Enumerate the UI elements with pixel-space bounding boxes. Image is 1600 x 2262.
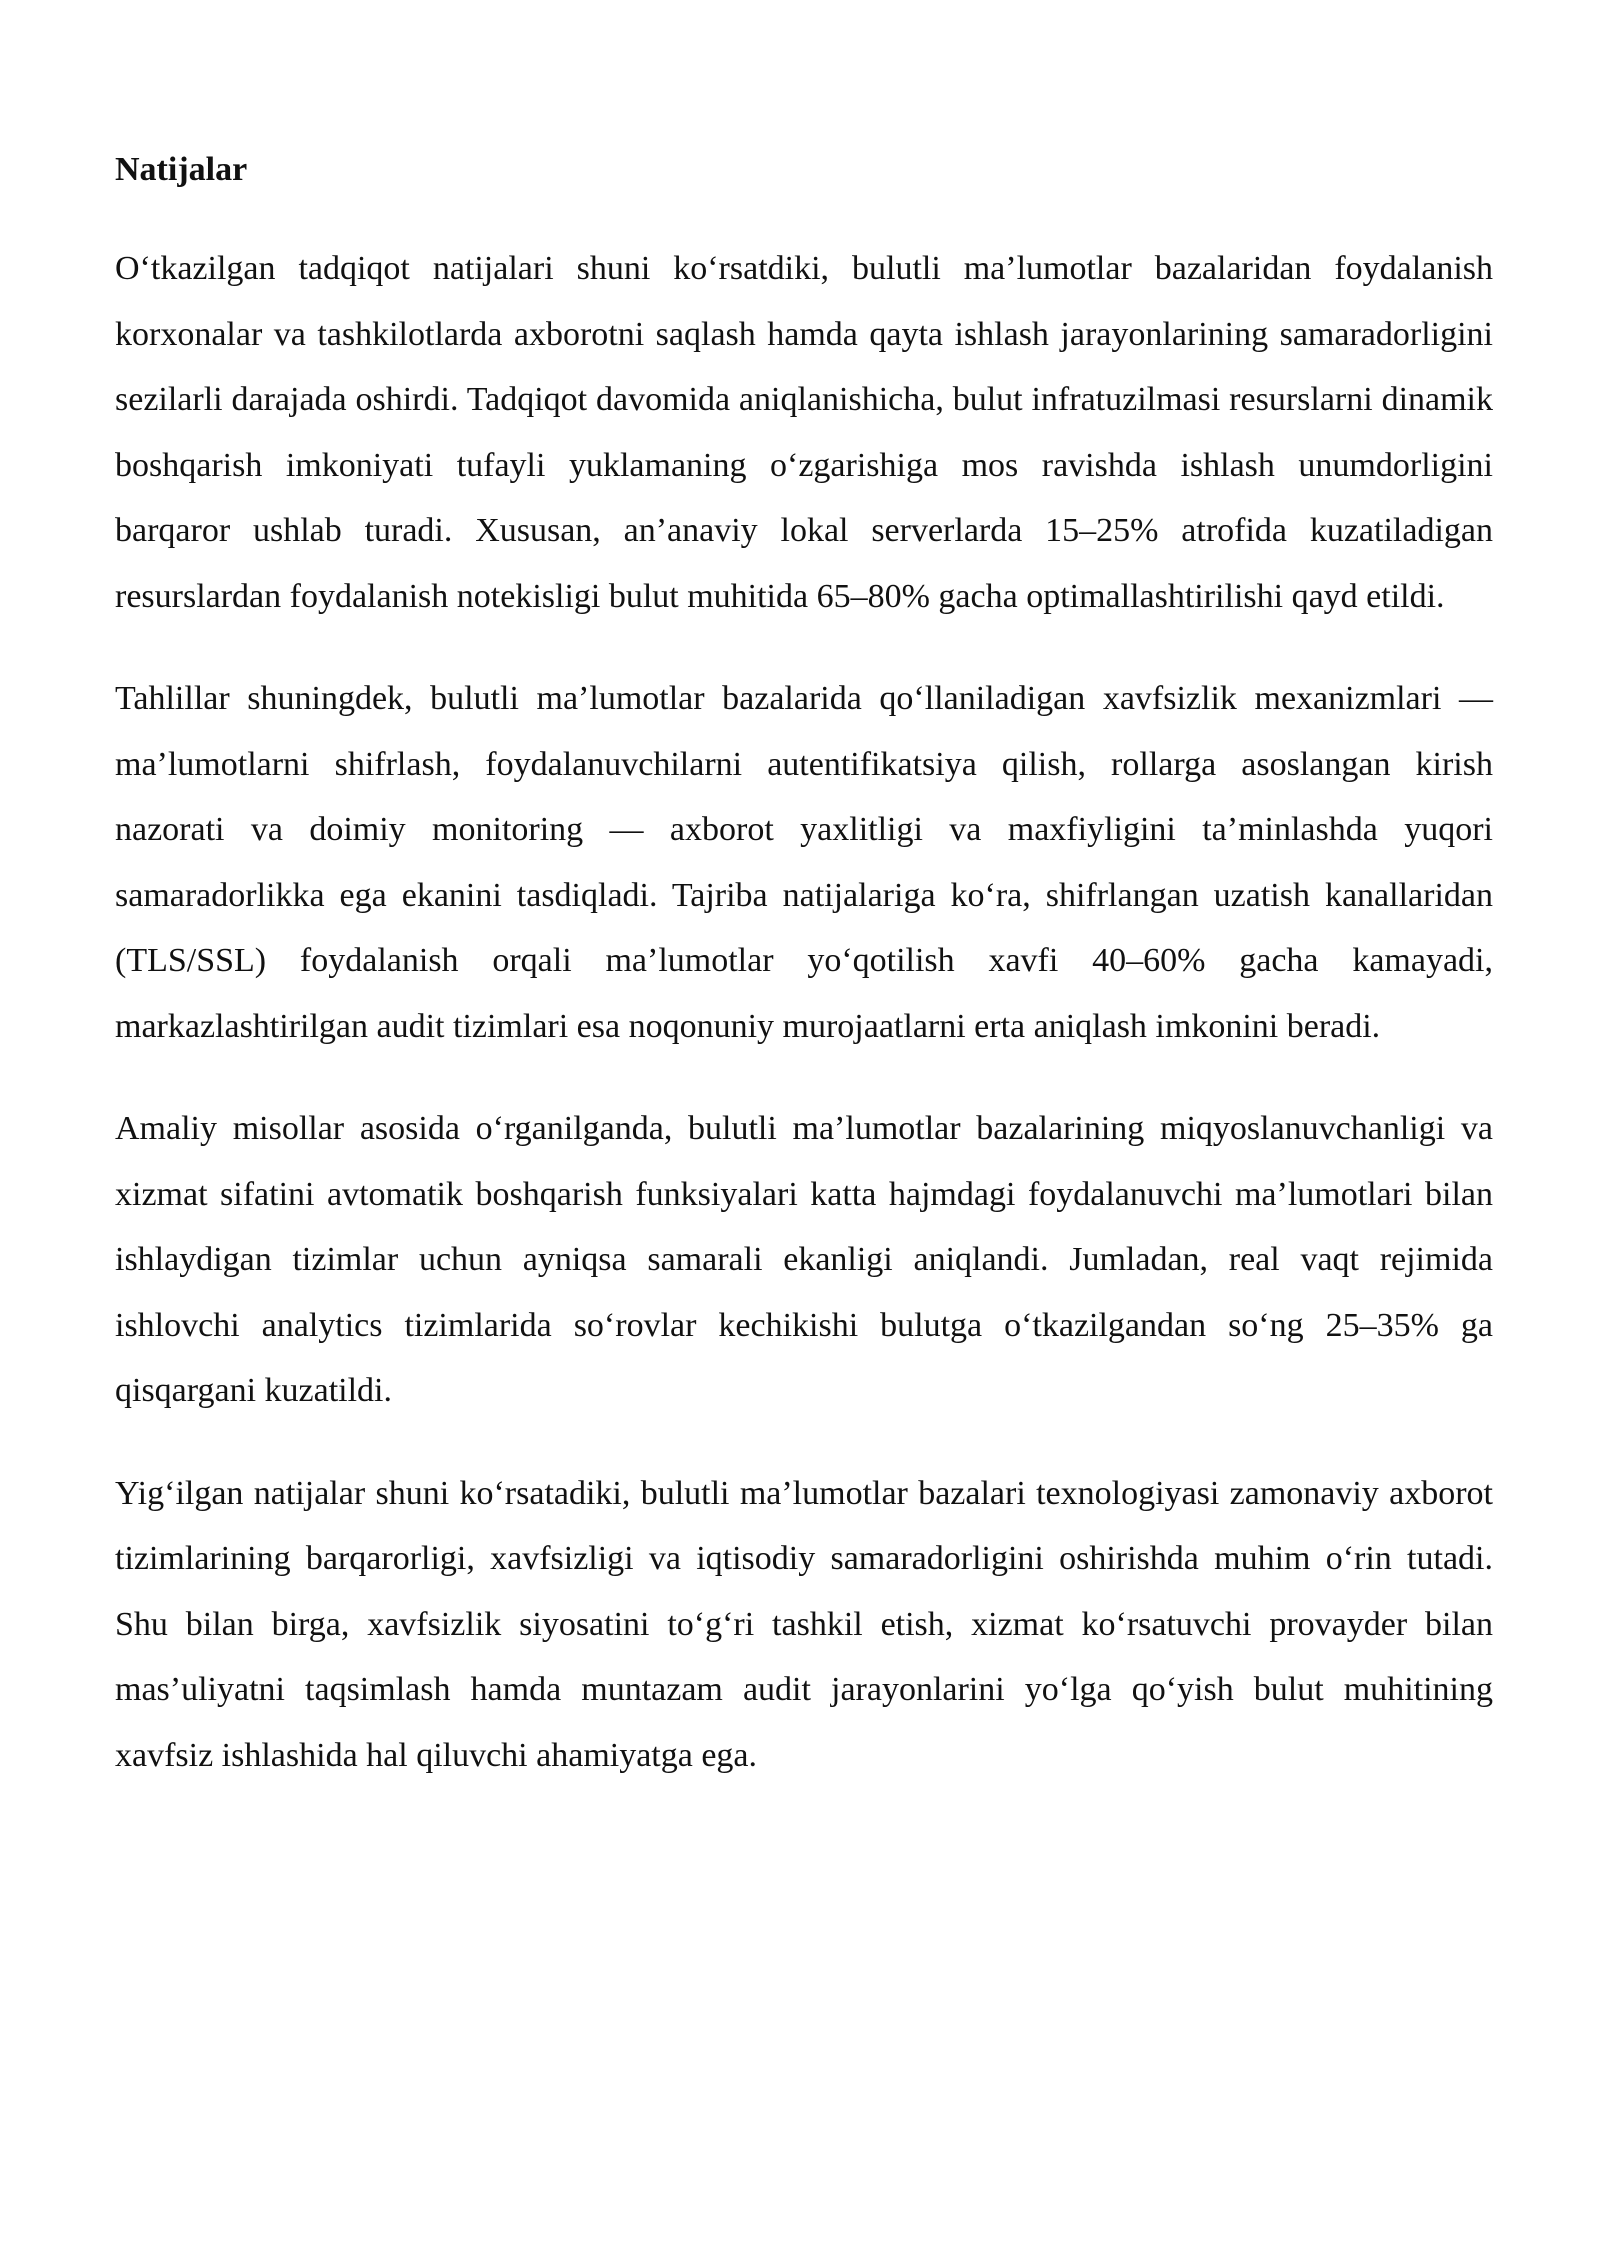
paragraph-results-efficiency: O‘tkazilgan tadqiqot natijalari shuni ko‘rsatdiki, bulutli ma’lumotlar bazalaridan foydalanish korxonalar va tashkilotlarda axborotni saqlash hamda qayta ishlash jarayonlarining samaradorligini sezilarli darajada oshirdi. Tadqiqot davomida aniqlanishicha, bulut infratuzilmasi resurslarni dinamik boshqarish imkoniyati tufayli yuklamaning o‘zgarishiga mos ravishda ishlash unumdorligini barqaror ushlab turadi. Xususan, an’anaviy lokal serverlarda 15–25% atrofida kuzatiladigan resurslardan foydalanish notekisligi bulut muhitida 65–80% gacha optimallashtirilishi qayd etildi. [115,250,1493,615]
document-body [115,148,1493,1825]
paragraph-practical-examples: Amaliy misollar asosida o‘rganilganda, bulutli ma’lumotlar bazalarining miqyoslanuvchanligi va xizmat sifatini avtomatik boshqarish funksiyalari katta hajmdagi foydalanuvchi ma’lumotlari bilan ishlaydigan tizimlar uchun ayniqsa samarali ekanligi aniqlandi. Jumladan, real vaqt rejimida ishlovchi analytics tizimlarida so‘rovlar kechikishi bulutga o‘tkazilgandan so‘ng 25–35% ga qisqargani kuzatildi. [115,1110,1493,1409]
section-heading: Natijalar [115,151,248,188]
paragraph-conclusion: Yig‘ilgan natijalar shuni ko‘rsatadiki, bulutli ma’lumotlar bazalari texnologiyasi zamonaviy axborot tizimlarining barqarorligi, xavfsizligi va iqtisodiy samaradorligini oshirishda muhim o‘rin tutadi. Shu bilan birga, xavfsizlik siyosatini to‘g‘ri tashkil etish, xizmat ko‘rsatuvchi provayder bilan mas’uliyatni taqsimlash hamda muntazam audit jarayonlarini yo‘lga qo‘yish bulut muhitining xavfsiz ishlashida hal qiluvchi ahamiyatga ega. [115,1474,1493,1774]
paragraph-security-analysis: Tahlillar shuningdek, bulutli ma’lumotlar bazalarida qo‘llaniladigan xavfsizlik mexanizmlari — ma’lumotlarni shifrlash, foydalanuvchilarni autentifikatsiya qilish, rollarga asoslangan kirish nazorati va doimiy monitoring — axborot yaxlitligi va maxfiyligini ta’minlashda yuqori samaradorlikka ega ekanini tasdiqladi. Tajriba natijalariga ko‘ra, shifrlangan uzatish kanallaridan (TLS/SSL) foydalanish orqali ma’lumotlar yo‘qotilish xavfi 40–60% gacha kamayadi, markazlashtirilgan audit tizimlari esa noqonuniy murojaatlarni erta aniqlash imkonini beradi. [115,680,1493,1045]
